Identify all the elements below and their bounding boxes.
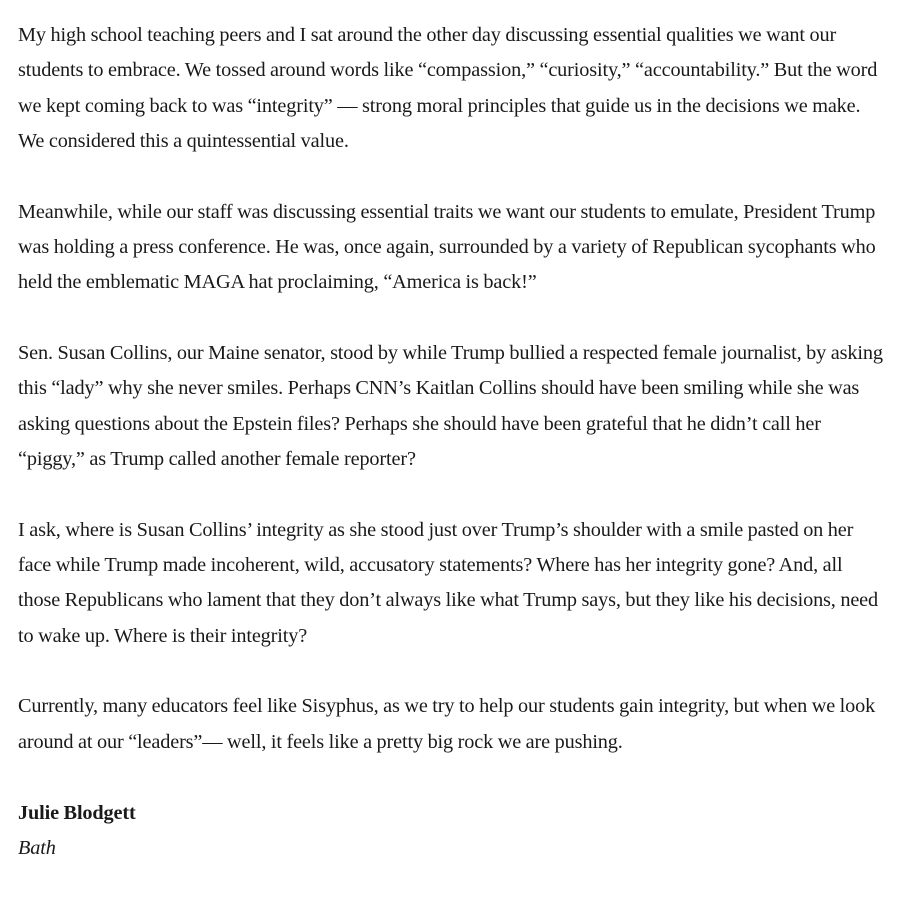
- letter-paragraph: Sen. Susan Collins, our Maine senator, stood by while Trump bullied a respected female journalist, by asking this “lady” why she never smiles. Perhaps CNN’s Kaitlan Collins should have been smiling while she was asking questions about the Epstein files? Perhaps she should have been grateful that he didn’t call her “piggy,” as Trump called another female reporter?: [18, 342, 883, 470]
- letter-paragraph: My high school teaching peers and I sat around the other day discussing essential qualities we want our students to embrace. We tossed around words like “compassion,” “curiosity,” “accountability.” But the word we kept coming back to was “integrity” — strong moral principles that guide us in the decisions we make. We considered this a quintessential value.: [18, 24, 878, 152]
- letter-paragraph: Currently, many educators feel like Sisyphus, as we try to help our students gain integrity, but when we look around at our “leaders”— well, it feels like a pretty big rock we are pushing.: [18, 695, 876, 753]
- letter-paragraph: Meanwhile, while our staff was discussing essential traits we want our students to emulate, President Trump was holding a press conference. He was, once again, surrounded by a variety of Republican sycophants who held the emblematic MAGA hat proclaiming, “America is back!”: [18, 200, 876, 294]
- author-name: Julie Blodgett: [18, 801, 136, 824]
- author-location: Bath: [18, 836, 56, 859]
- letter-paragraph: I ask, where is Susan Collins’ integrity as she stood just over Trump’s shoulder with a smile pasted on her face while Trump made incoherent, wild, accusatory statements? Where has her integrity gone? And, all those Republicans who lament that they don’t always like what Trump says, but they like his decisions, need to wake up. Where is their integrity?: [18, 518, 879, 647]
- signature-block: [18, 796, 884, 867]
